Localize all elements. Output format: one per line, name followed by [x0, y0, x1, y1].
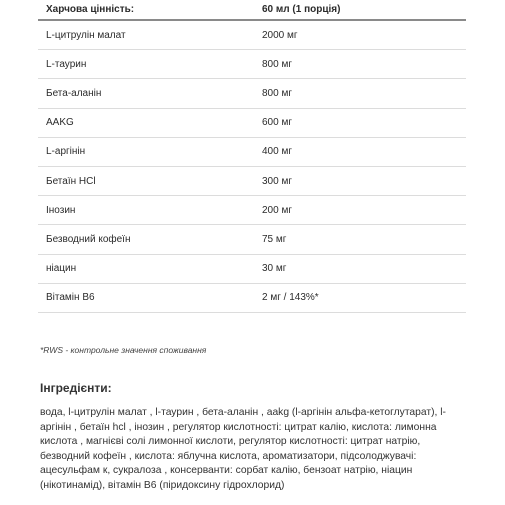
nutrient-name: Бета-аланін	[46, 87, 102, 99]
rws-footnote: *RWS - контрольне значення споживання	[40, 345, 207, 355]
nutrient-amount: 200 мг	[262, 204, 292, 216]
table-row	[38, 21, 466, 50]
nutrient-name: L-таурин	[46, 58, 87, 70]
nutrient-name: Інозин	[46, 204, 76, 216]
nutrient-name: Безводний кофеїн	[46, 233, 131, 245]
table-row	[38, 167, 466, 196]
nutrient-amount: 800 мг	[262, 87, 292, 99]
ingredients-line: ацесульфам к, сукралоза , консерванти: сорбат калію, бензоат натрію, ніацин	[40, 465, 413, 477]
table-row	[38, 50, 466, 79]
nutrient-name: L-аргінін	[46, 146, 86, 158]
table-row	[38, 225, 466, 254]
nutrient-name: AAKG	[46, 117, 74, 129]
nutrient-name: L-цитрулін малат	[46, 29, 126, 41]
table-row	[38, 255, 466, 284]
nutrition-header-name: Харчова цінність:	[46, 4, 135, 15]
ingredients-text	[40, 406, 472, 494]
nutrient-amount: 2000 мг	[262, 29, 298, 41]
ingredients-line: (нікотинамід), вітамін В6 (піридоксину гідрохлорид)	[40, 479, 285, 491]
nutrient-name: ніацин	[46, 263, 77, 275]
nutrient-amount: 2 мг / 143%*	[262, 292, 319, 304]
nutrient-amount: 600 мг	[262, 117, 292, 129]
nutrient-amount: 800 мг	[262, 58, 292, 70]
ingredients-heading: Інгредієнти:	[40, 381, 112, 395]
ingredients-line: кислота , магнієві солі лимонної кислоти, регулятор кислотності: цитрат натрію,	[40, 436, 421, 448]
nutrition-header-row	[38, 0, 466, 21]
table-row	[38, 138, 466, 167]
nutrient-amount: 400 мг	[262, 146, 292, 158]
nutrient-amount: 75 мг	[262, 233, 287, 245]
nutrient-amount: 300 мг	[262, 175, 292, 187]
nutrient-name: Вітамін В6	[46, 292, 95, 304]
nutrition-table	[38, 0, 466, 313]
table-row	[38, 284, 466, 313]
table-row	[38, 79, 466, 108]
table-row	[38, 109, 466, 138]
nutrition-header-amount: 60 мл (1 порція)	[262, 4, 341, 15]
ingredients-line: безводний кофеїн , кислота: яблучна кислота, ароматизатори, підсолоджувачі:	[40, 450, 417, 462]
table-row	[38, 196, 466, 225]
nutrient-amount: 30 мг	[262, 263, 287, 275]
ingredients-line: вода, l-цитрулін малат , l-таурин , бета-аланін , aakg (l-аргінін альфа-кетоглутарат), l-	[40, 407, 446, 418]
nutrient-name: Бетаїн HCl	[46, 175, 96, 187]
ingredients-line: аргінін , бетаїн hcl , інозин , регулятор кислотності: цитрат калію, кислота: лимонна	[40, 421, 437, 433]
